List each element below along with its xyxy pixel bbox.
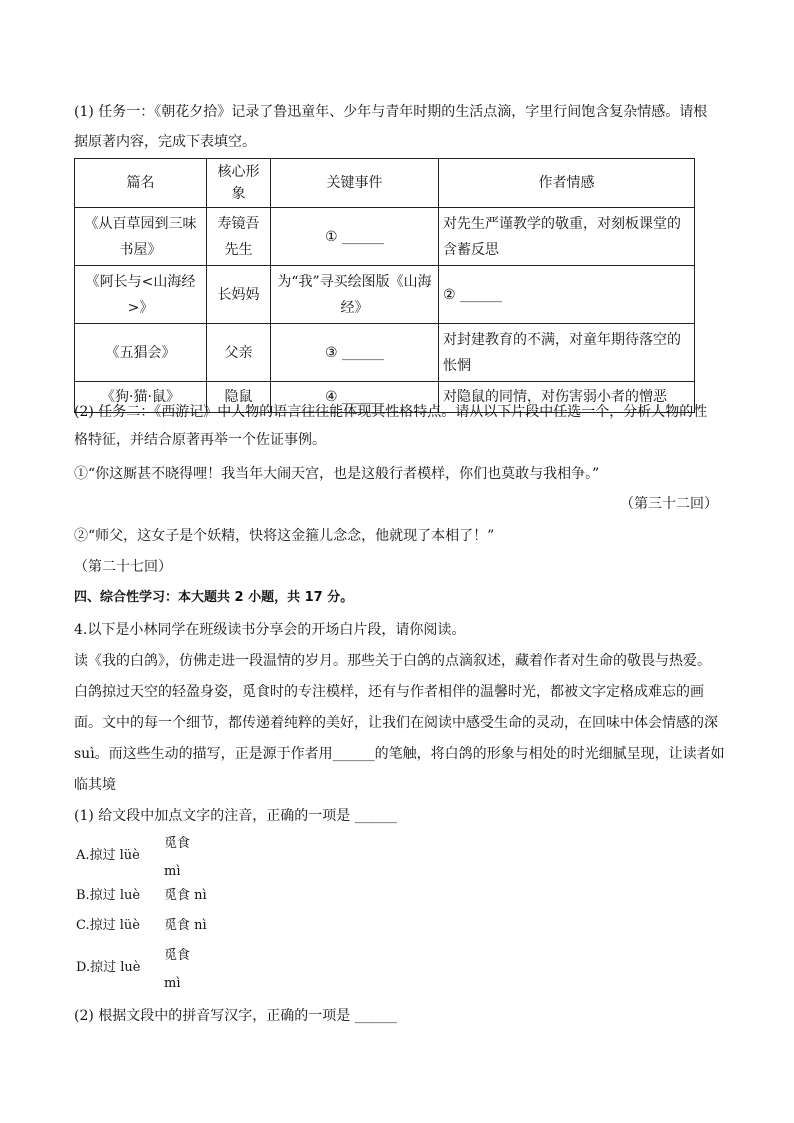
question-4-intro: 4.以下是小林同学在班级读书分享会的开场白片段，请你阅读。 xyxy=(74,622,466,638)
cell-figure: 父亲 xyxy=(207,324,271,382)
header-event: 关键事件 xyxy=(271,159,439,208)
cell-event: 为“我”寻买绘图版《山海经》 xyxy=(271,266,439,324)
option-d-label[interactable]: D.掠过 luè xyxy=(76,960,141,975)
cell-event: ④ ______ xyxy=(271,382,439,413)
sub-question-1: (1) 给文段中加点文字的注音，正确的一项是 ______ xyxy=(74,808,397,824)
cell-figure: 隐鼠 xyxy=(207,382,271,413)
table-row xyxy=(75,208,695,266)
task2-line1: (2) 任务二：《西游记》中人物的语言往往能体现其性格特点。请从以下片段中任选一个，分析人物的性 xyxy=(74,404,708,420)
quote-1: ①“你这厮甚不晓得哩！我当年大闹天宫，也是这般行者模样，你们也莫敢与我相争。” xyxy=(74,466,600,482)
option-a-word: 觅食 xyxy=(164,836,191,851)
passage-line: suì。而这些生动的描写，正是源于作者用______的笔触，将白鸽的形象与相处的时光细腻呈现，让读者如 xyxy=(74,746,725,762)
cell-title: 《阿长与<山海经>》 xyxy=(75,266,207,324)
cell-figure: 寿镜吾先生 xyxy=(207,208,271,266)
passage-line: 面。文中的每一个细节，都传递着纯粹的美好，让我们在阅读中感受生命的灵动，在回味中体会情感的深 xyxy=(74,715,718,731)
option-d-word: 觅食 xyxy=(164,948,191,963)
option-c-word: 觅食 nì xyxy=(164,918,207,933)
cell-emotion: 对封建教育的不满，对童年期待落空的怅惘 xyxy=(439,324,695,382)
cell-emotion: 对隐鼠的同情，对伤害弱小者的憎恶 xyxy=(439,382,695,413)
cell-event: ③ ______ xyxy=(271,324,439,382)
cell-title: 《从百草园到三味书屋》 xyxy=(75,208,207,266)
option-b-label[interactable]: B.掠过 luè xyxy=(76,888,141,903)
quote-1-source: （第三十二回） xyxy=(620,496,718,512)
section-heading: 四、综合性学习：本大题共 2 小题，共 17 分。 xyxy=(74,590,354,605)
cell-title: 《狗·猫·鼠》 xyxy=(75,382,207,413)
option-a-label[interactable]: A.掠过 lüè xyxy=(76,848,140,863)
cell-emotion: ② ______ xyxy=(439,266,695,324)
option-a-pinyin: mì xyxy=(164,864,181,879)
passage-line: 临其境 xyxy=(74,777,116,793)
task2-line2: 格特征，并结合原著再举一个佐证事例。 xyxy=(74,432,326,448)
task1-intro-line2: 据原著内容，完成下表填空。 xyxy=(74,134,256,150)
sub-question-2: (2) 根据文段中的拼音写汉字，正确的一项是 ______ xyxy=(74,1008,397,1024)
reading-table xyxy=(74,158,695,413)
table-header-row xyxy=(75,159,695,208)
header-title: 篇名 xyxy=(75,159,207,208)
quote-2-source: （第二十七回） xyxy=(74,559,172,575)
quote-2: ②“师父，这女子是个妖精，快将这金箍儿念念，他就现了本相了！” xyxy=(74,528,495,544)
header-figure: 核心形象 xyxy=(207,159,271,208)
cell-event: ① ______ xyxy=(271,208,439,266)
cell-emotion: 对先生严谨教学的敬重，对刻板课堂的含蓄反思 xyxy=(439,208,695,266)
option-c-label[interactable]: C.掠过 lüè xyxy=(76,918,140,933)
passage-line: 读《我的白鸽》，仿佛走进一段温情的岁月。那些关于白鸽的点滴叙述，藏着作者对生命的敬畏与热爱。 xyxy=(74,653,711,669)
option-d-pinyin: mì xyxy=(164,976,181,991)
table-row xyxy=(75,266,695,324)
header-emotion: 作者情感 xyxy=(439,159,695,208)
option-b-word: 觅食 nì xyxy=(164,888,207,903)
passage-line: 白鸽掠过天空的轻盈身姿，觅食时的专注模样，还有与作者相伴的温馨时光，都被文字定格成难忘的画 xyxy=(74,684,704,700)
cell-figure: 长妈妈 xyxy=(207,266,271,324)
task1-intro-line1: (1) 任务一：《朝花夕拾》记录了鲁迅童年、少年与青年时期的生活点滴，字里行间饱含复杂情感。请根 xyxy=(74,104,708,120)
cell-title: 《五猖会》 xyxy=(75,324,207,382)
table-row xyxy=(75,324,695,382)
